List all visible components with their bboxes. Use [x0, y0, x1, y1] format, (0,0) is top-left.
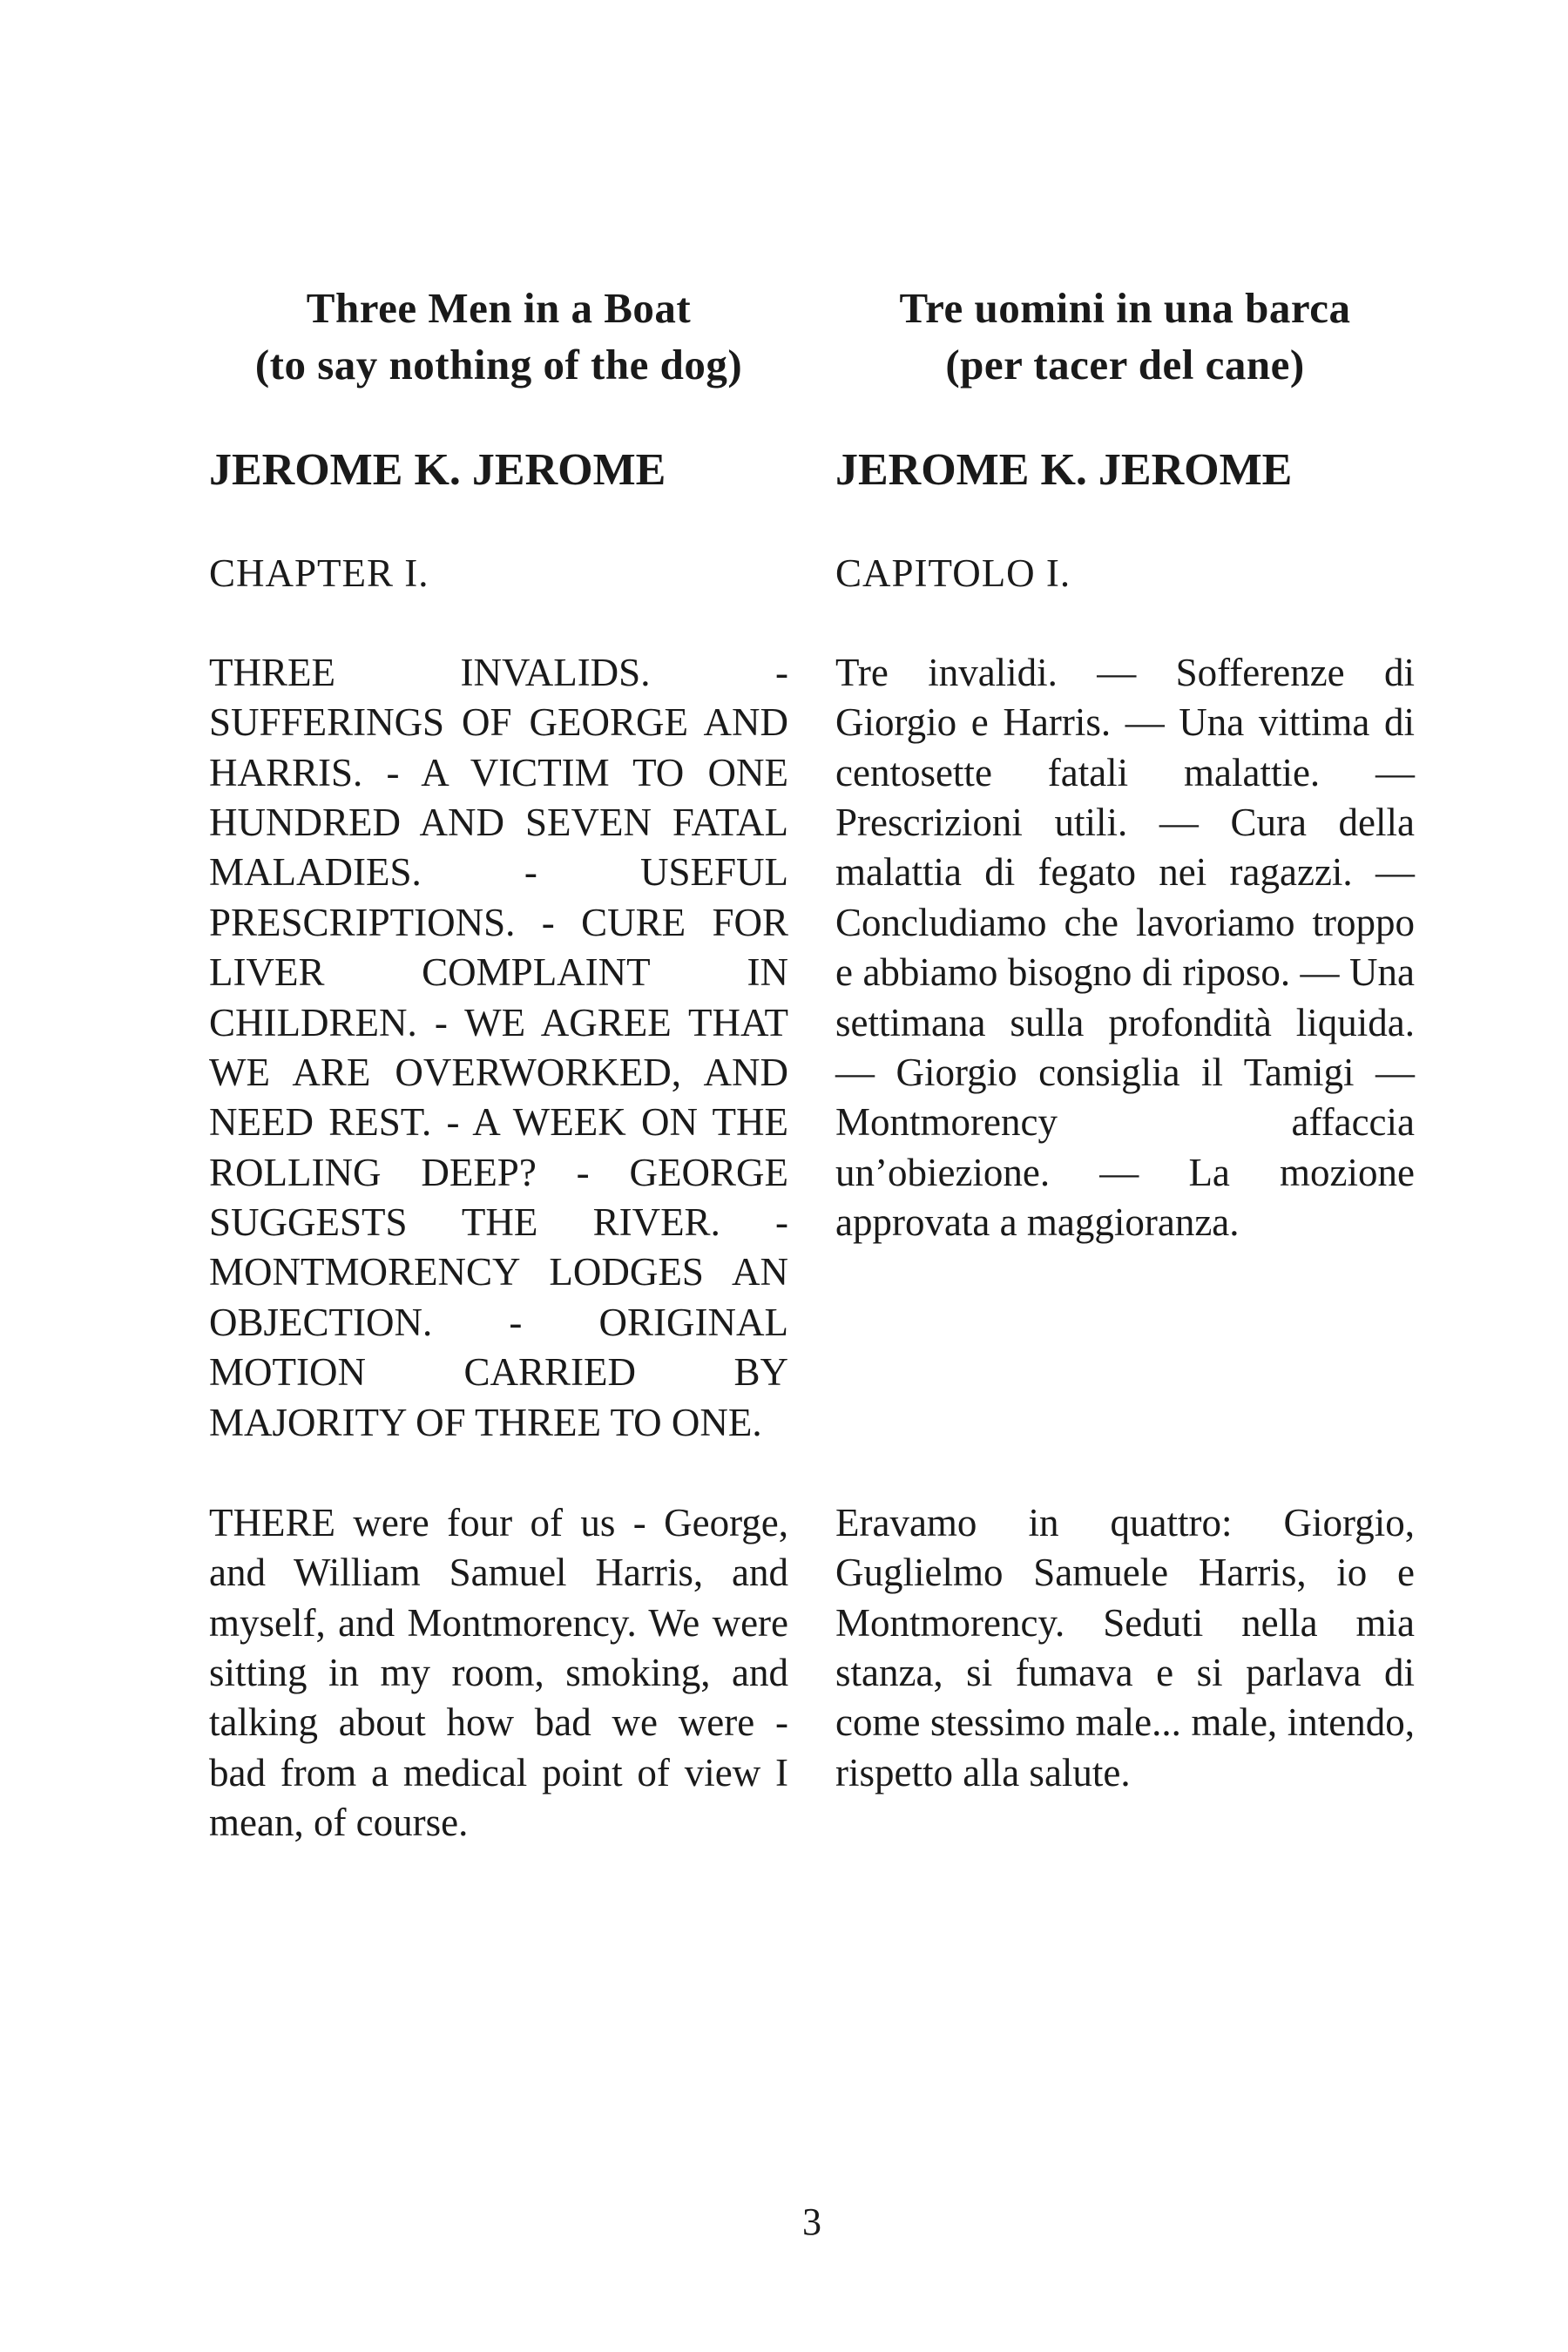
book-title-it-line2: (per tacer del cane): [945, 340, 1305, 389]
chapter-summary-it: Tre invalidi. — Sofferenze di Giorgio e Harris. — Una vittima di centosette fatali malattie. — Prescrizioni utili. — Cura della malattia di fegato nei ragazzi. — Concludiamo che lavoriamo troppo e abbiamo bisogno di riposo. — Una settimana sulla profondità liquida. — Giorgio consiglia il Tamigi — Montmorency affaccia un’obiezione. — La mozione approvata a maggioranza.: [835, 650, 1415, 1245]
book-title-en-line2: (to say nothing of the dog): [254, 340, 743, 389]
opening-paragraph-en: THERE were four of us - George, and William Samuel Harris, and myself, and Montmorency. We were sitting in my room, smoking, and talking about how bad we were - bad from a medical point of view I mean, of course.: [209, 1500, 788, 1845]
book-title-it-line1: Tre uomini in una barca: [899, 284, 1351, 332]
page-content: [209, 280, 1415, 1848]
author-name-en: JEROME K. JEROME: [209, 445, 666, 496]
chapter-summary-en: THREE INVALIDS. - SUFFERINGS OF GEORGE AND HARRIS. - A VICTIM TO ONE HUNDRED AND SEVEN FATAL MALADIES. - USEFUL PRESCRIPTIONS. - CURE FOR LIVER COMPLAINT IN CHILDREN. - WE AGREE THAT WE ARE OVERWORKED, AND NEED REST. - A WEEK ON THE ROLLING DEEP? - GEORGE SUGGESTS THE RIVER. - MONTMORENCY LODGES AN OBJECTION. - ORIGINAL MOTION CARRIED BY MAJORITY OF THREE TO ONE.: [209, 650, 788, 1444]
chapter-heading-en: CHAPTER I.: [209, 551, 429, 595]
opening-paragraph-it: Eravamo in quattro: Giorgio, Guglielmo Samuele Harris, io e Montmorency. Seduti nella mia stanza, si fumava e si parlava di come stessimo male... male, intendo, rispetto alla salute.: [835, 1500, 1415, 1794]
page-number: 3: [802, 2200, 821, 2243]
book-title-en-line1: Three Men in a Boat: [306, 284, 692, 332]
book-title-en: [209, 280, 788, 393]
author-name-it: JEROME K. JEROME: [835, 445, 1293, 496]
book-title-it: [835, 280, 1415, 393]
chapter-heading-it: CAPITOLO I.: [835, 551, 1071, 595]
